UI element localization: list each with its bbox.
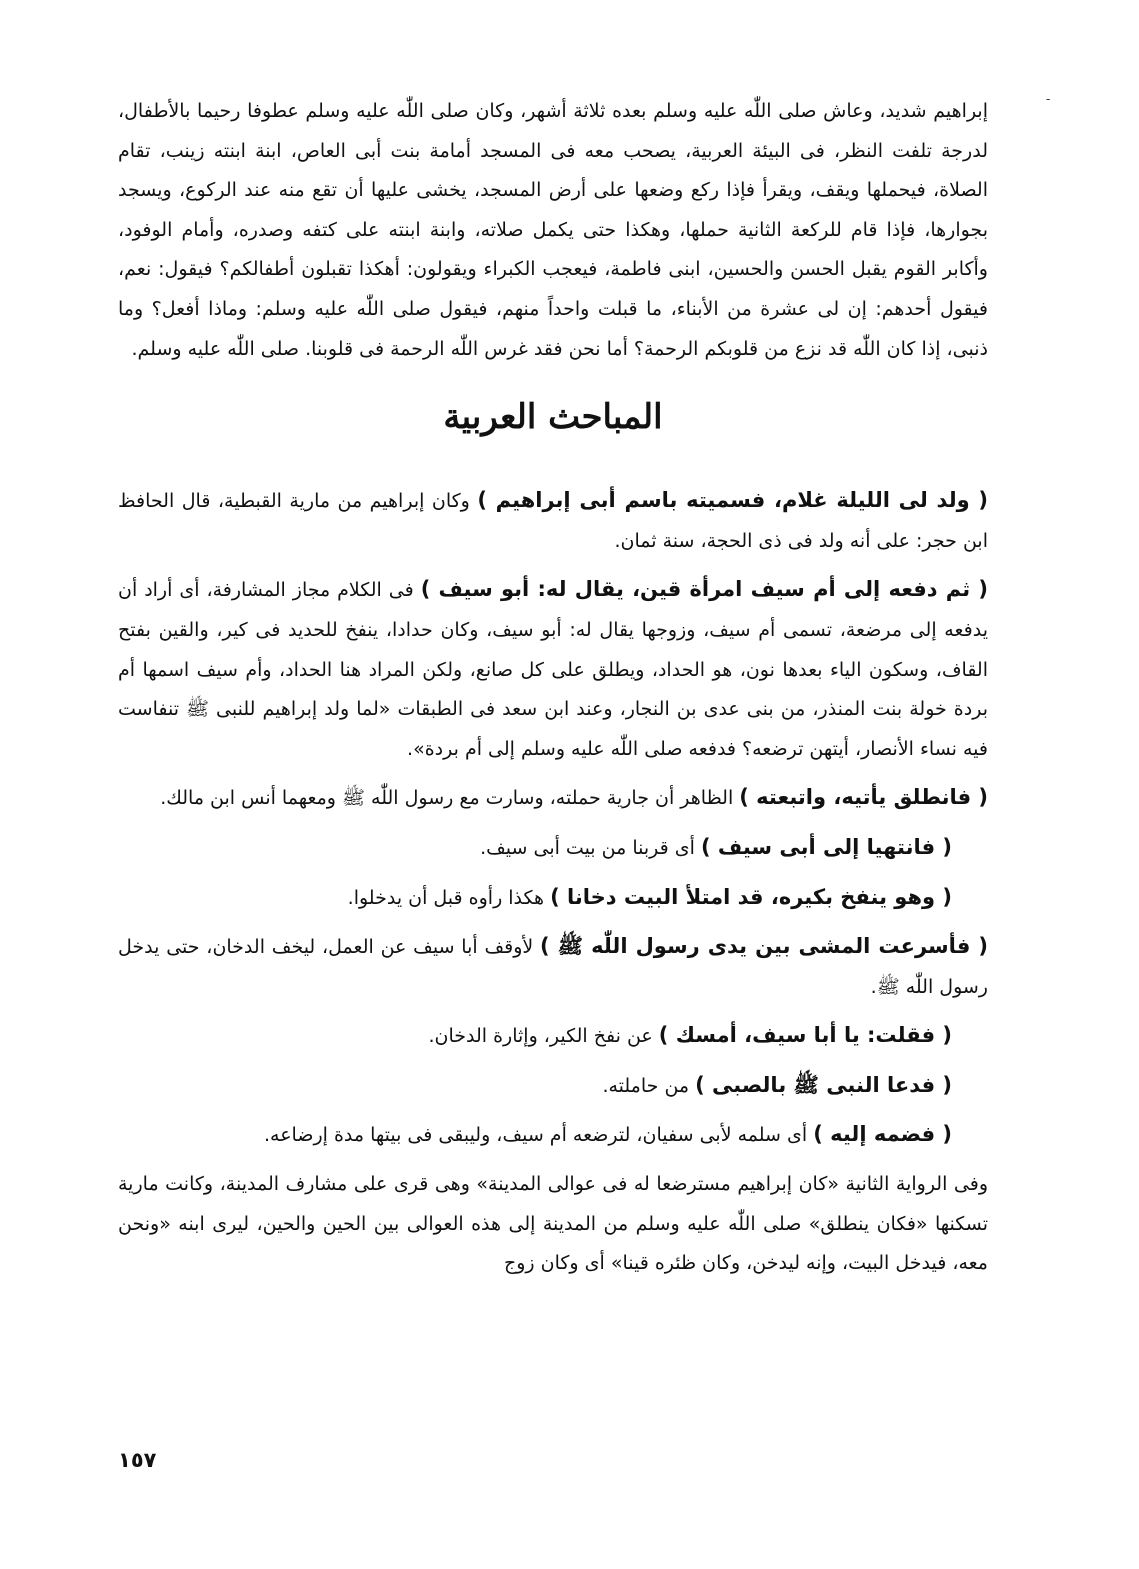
- explanation-text: الظاهر أن جارية حملته، وسارت مع رسول اللّٰه ﷺ ومعهما أنس ابن مالك.: [160, 787, 740, 810]
- page-number: ١٥٧: [118, 1448, 157, 1472]
- commentary-entry: [118, 1016, 988, 1057]
- explanation-text: هكذا رأوه قبل أن يدخلوا.: [347, 886, 551, 909]
- explanation-text: وكان إبراهيم من مارية القبطية، قال الحافظ ابن حجر: على أنه ولد فى ذى الحجة، سنة ثمان.: [118, 490, 988, 552]
- hadith-quote: ( فأسرعت المشى بين يدى رسول اللّٰه ﷺ ): [540, 934, 988, 959]
- final-paragraph: وفى الرواية الثانية «كان إبراهيم مسترضعا له فى عوالى المدينة» وهى قرى على مشارف المدينة، وكانت مارية تسكنها «فكان ينطلق» صلى اللّٰه عليه وسلم من المدينة إلى هذه العوالى بين الحين والحين، ليرى ابنه «ونحن معه، فيدخل البيت، وإنه ليدخن، وكان ظئره قينا» أى وكان زوج: [118, 1173, 988, 1275]
- explanation-text: أى قربنا من بيت أبى سيف.: [480, 836, 701, 859]
- hadith-quote: ( فضمه إليه ): [813, 1122, 952, 1147]
- hadith-quote: ( فدعا النبى ﷺ بالصبى ): [695, 1072, 952, 1097]
- commentary-entry: [118, 481, 988, 561]
- intro-paragraph: إبراهيم شديد، وعاش صلى اللّٰه عليه وسلم بعده ثلاثة أشهر، وكان صلى اللّٰه عليه وسلم عطوفا رحيما بالأطفال، لدرجة تلفت النظر، فى البيئة العربية، يصحب معه فى المسجد أمامة بنت أبى العاص، ابنة ابنته زينب، تقام الصلاة، فيحملها ويقف، ويقرأ فإذا ركع وضعها على أرض المسجد، يخشى عليها أن تقع منه عند الركوع، ويسجد بجوارها، فإذا قام للركعة الثانية حملها، وهكذا حتى يكمل صلاته، وابنة ابنته على كتفه وصدره، وأمام الوفود، وأكابر القوم يقبل الحسن والحسين، ابنى فاطمة، فيعجب الكبراء ويقولون: أهكذا تقبلون أطفالكم؟ فيقول: نعم، فيقول أحدهم: إن لى عشرة من الأبناء، ما قبلت واحداً منهم، فيقول صلى اللّٰه عليه وسلم: وماذا أفعل؟ وما ذنبى، إذا كان اللّٰه قد نزع من قلوبكم الرحمة؟ أما نحن فقد غرس اللّٰه الرحمة فى قلوبنا. صلى اللّٰه عليه وسلم.: [118, 100, 988, 360]
- hadith-quote: ( فقلت: يا أبا سيف، أمسك ): [658, 1023, 952, 1048]
- hadith-quote: ( فانطلق يأتيه، واتبعته ): [739, 785, 988, 810]
- commentary-entry: [118, 570, 988, 769]
- hadith-quote: ( فانتهيا إلى أبى سيف ): [700, 834, 952, 859]
- explanation-text: فى الكلام مجاز المشارفة، أى أراد أن يدفعه إلى مرضعة، تسمى أم سيف، وزوجها يقال له: أبو سيف، وكان حدادا، ينفخ للحديد فى كير، والقين بفتح القاف، وسكون الياء بعدها نون، هو الحداد، ويطلق على كل صانع، ولكن المراد هنا الحداد، وأم سيف اسمها أم بردة خولة بنت المنذر، من بنى عدى بن النجار، وعند ابن سعد فى الطبقات «لما ولد إبراهيم للنبى ﷺ تنفاست فيه نساء الأنصار، أيتهن ترضعه؟ فدفعه صلى اللّٰه عليه وسلم إلى أم بردة».: [118, 579, 988, 760]
- commentary-entry: [118, 828, 988, 869]
- hadith-quote: ( ثم دفعه إلى أم سيف امرأة قين، يقال له: أبو سيف ): [420, 577, 988, 602]
- explanation-text: لأوقف أبا سيف عن العمل، ليخف الدخان، حتى يدخل رسول اللّٰه ﷺ.: [118, 936, 988, 998]
- commentary-entry: [118, 927, 988, 1007]
- commentary-entry: [118, 1115, 988, 1156]
- explanation-text: عن نفخ الكير، وإثارة الدخان.: [428, 1025, 659, 1048]
- hadith-quote: ( وهو ينفخ بكيره، قد امتلأ البيت دخانا ): [550, 884, 952, 909]
- document-page: [118, 92, 988, 1284]
- commentary-entry: [118, 778, 988, 819]
- explanation-text: من حاملته.: [602, 1074, 696, 1097]
- explanation-text: أى سلمه لأبى سفيان، لترضعه أم سيف، وليبقى فى بيتها مدة إرضاعه.: [263, 1124, 814, 1147]
- scan-mark: -: [1046, 92, 1051, 106]
- hadith-quote: ( ولد لى الليلة غلام، فسميته باسم أبى إبراهيم ): [477, 488, 988, 513]
- commentary-entry: [118, 878, 988, 919]
- commentary-entry: [118, 1066, 988, 1107]
- section-heading: المباحث العربية: [443, 397, 663, 438]
